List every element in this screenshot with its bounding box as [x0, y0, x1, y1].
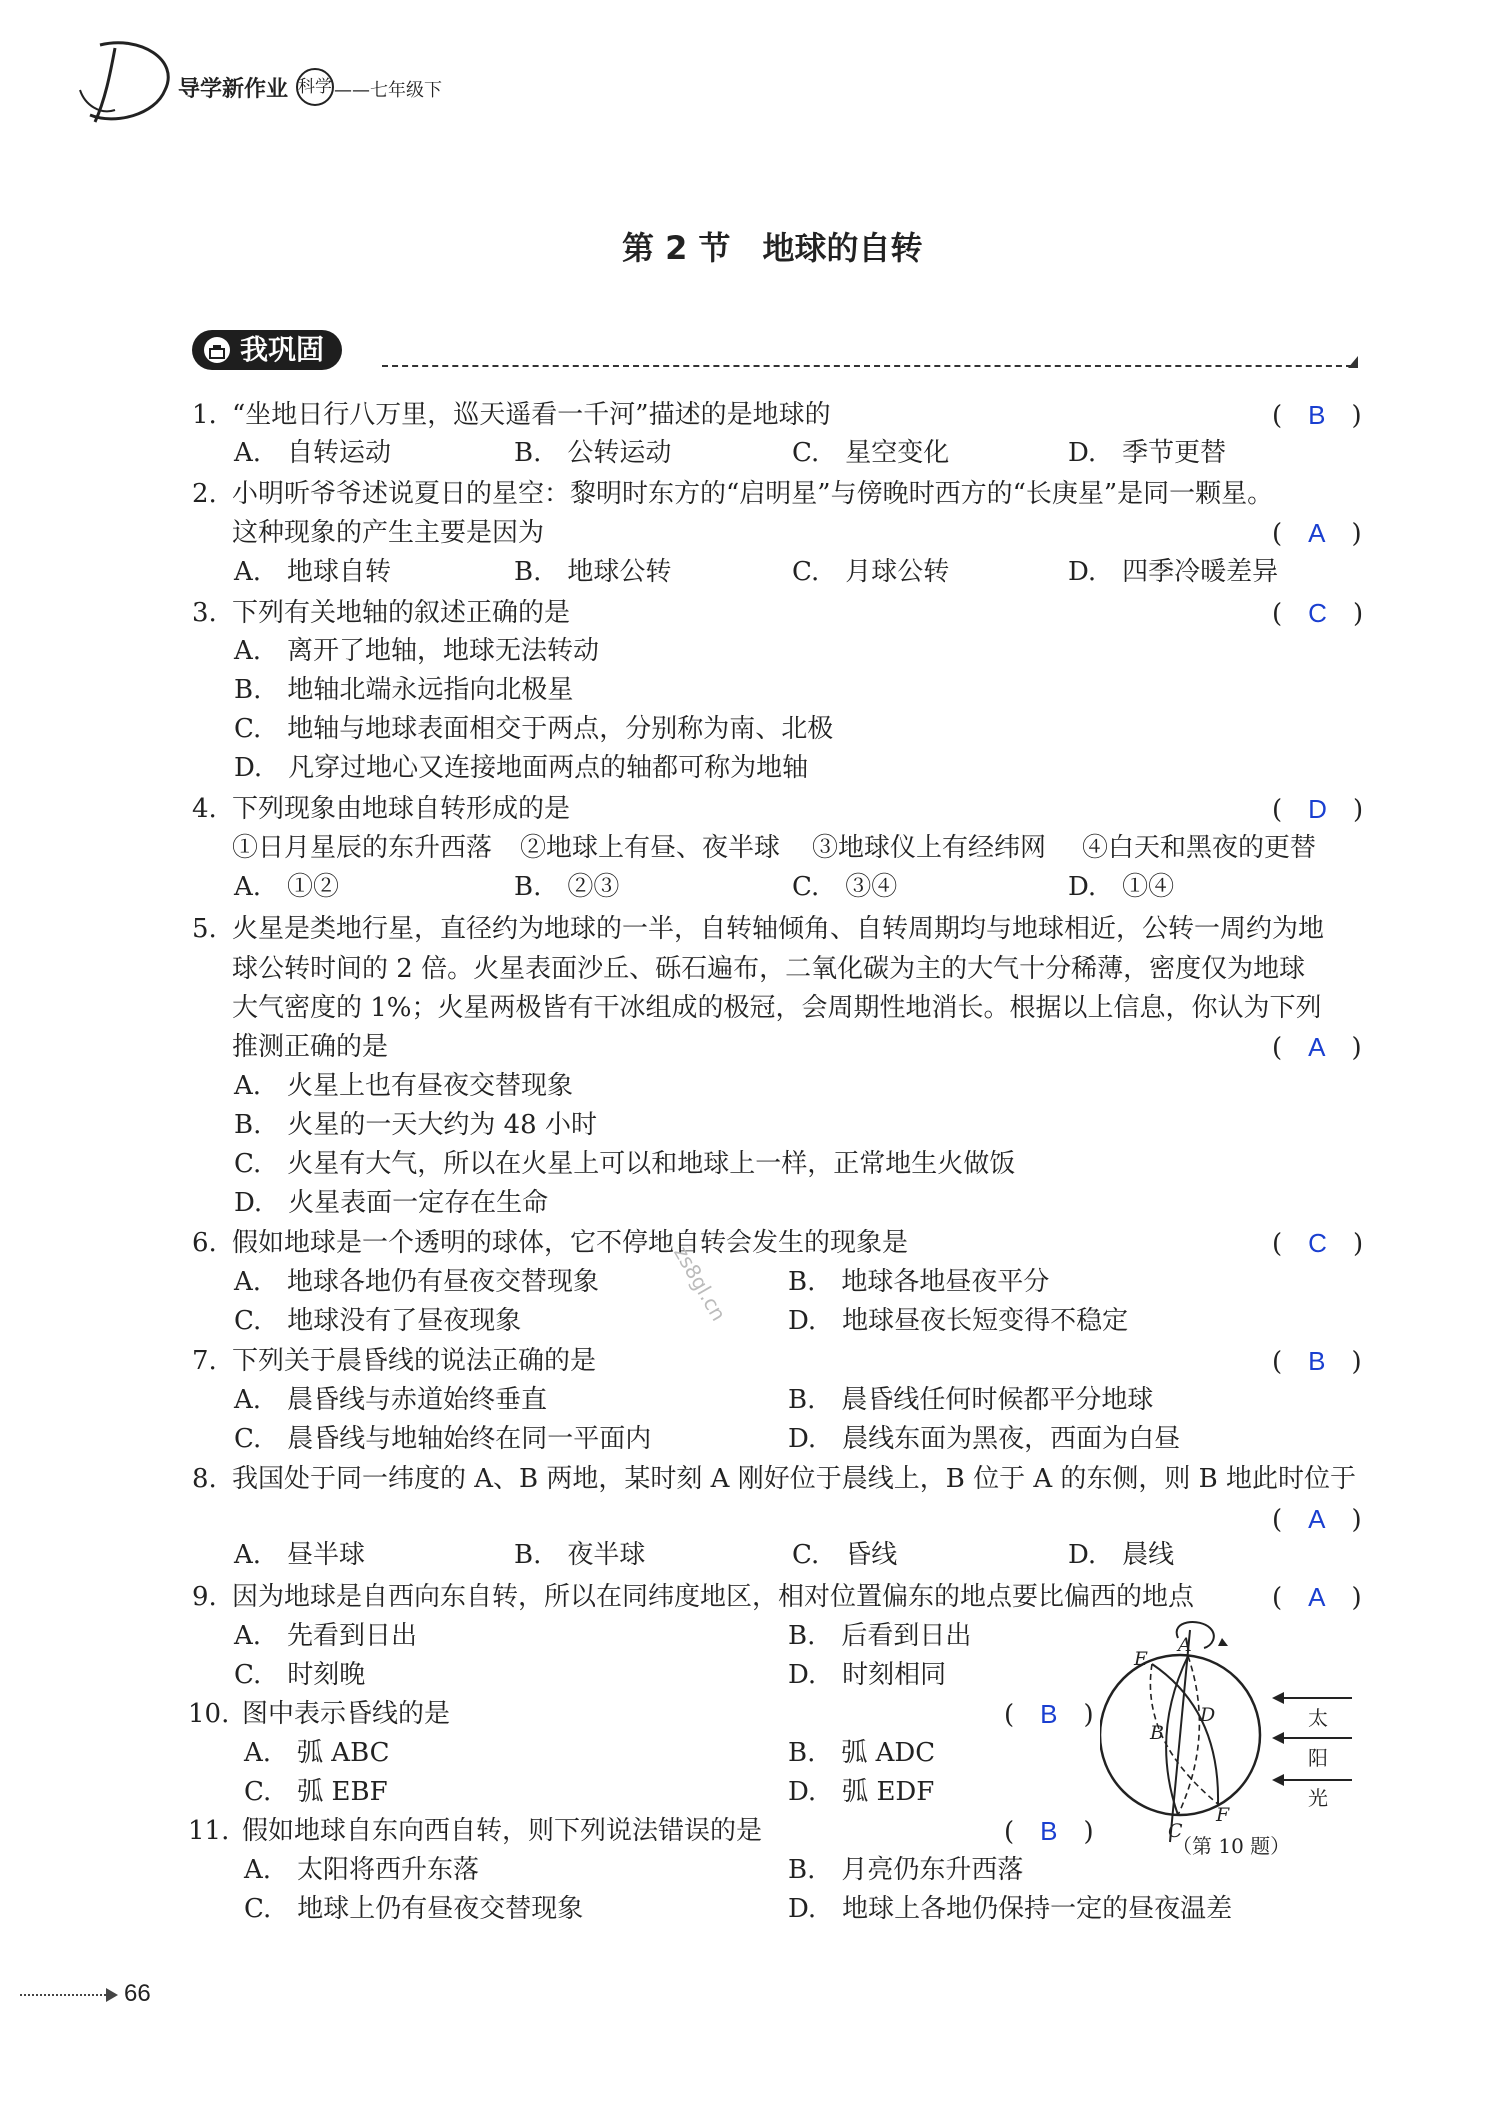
- sun-ray-1-arrow-icon: [1272, 1692, 1284, 1704]
- q10-option-b: B. 弧 ADC: [788, 1738, 936, 1768]
- q7-option-a: A. 晨昏线与赤道始终垂直: [234, 1385, 548, 1415]
- q10-option-d: D. 弧 EDF: [788, 1777, 935, 1807]
- print-icon: [204, 337, 230, 363]
- q5-option-b: B. 火星的一天大约为 48 小时: [234, 1110, 597, 1140]
- q9-answer: ( A ): [1272, 1582, 1362, 1613]
- q5-line-3: 大气密度的 1%；火星两极皆有干冰组成的极冠，会周期性地消长。根据以上信息，你认为下列: [232, 993, 1322, 1023]
- point-c-label: C: [1168, 1820, 1183, 1842]
- earth-rotation-diagram: [1100, 1620, 1360, 1850]
- q4-option-b: B. ②③: [514, 872, 620, 902]
- q9-option-d: D. 时刻相同: [788, 1660, 947, 1690]
- q11-option-c: C. 地球上仍有昼夜交替现象: [244, 1894, 584, 1924]
- section-title: 第 2 节 地球的自转: [622, 229, 923, 267]
- q4-item-2: ②地球上有昼、夜半球: [520, 833, 781, 863]
- q1-option-c: C. 星空变化: [792, 438, 950, 468]
- q6-option-d: D. 地球昼夜长短变得不稳定: [788, 1306, 1129, 1336]
- footer-dotted-line: [20, 1994, 110, 1996]
- point-b-label: B: [1150, 1722, 1164, 1744]
- q10-option-a: A. 弧 ABC: [244, 1738, 390, 1768]
- sun-text-3: 光: [1308, 1786, 1328, 1810]
- q10-number: 10.: [188, 1699, 230, 1729]
- q5-line-1: 火星是类地行星，直径约为地球的一半，自转轴倾角、自转周期均与地球相近，公转一周约为地: [232, 914, 1325, 944]
- q9-option-b: B. 后看到日出: [788, 1621, 972, 1651]
- q4-stem: 下列现象由地球自转形成的是: [232, 794, 571, 824]
- earth-axis: [1170, 1630, 1190, 1842]
- point-e-label: E: [1134, 1648, 1148, 1670]
- q1-answer: ( B ): [1272, 400, 1362, 431]
- q2-answer: ( A ): [1272, 518, 1362, 549]
- page-number: 66: [124, 1980, 151, 2007]
- q11-answer: ( B ): [1004, 1816, 1094, 1847]
- q11-option-d: D. 地球上各地仍保持一定的昼夜温差: [788, 1894, 1233, 1924]
- sun-text-2: 阳: [1308, 1746, 1328, 1770]
- q4-item-4: ④白天和黑夜的更替: [1082, 833, 1317, 863]
- q1-option-b: B. 公转运动: [514, 438, 672, 468]
- header-title: 导学新作业: [178, 77, 289, 102]
- figure-caption: （第 10 题）: [1172, 1834, 1291, 1858]
- q4-item-3: ③地球仪上有经纬网: [812, 833, 1047, 863]
- q5-number: 5.: [192, 914, 217, 944]
- q10-stem: 图中表示昏线的是: [242, 1699, 451, 1729]
- q9-option-a: A. 先看到日出: [234, 1621, 418, 1651]
- q5-option-c: C. 火星有大气，所以在火星上可以和地球上一样，正常地生火做饭: [234, 1149, 1016, 1179]
- sun-text-1: 太: [1308, 1706, 1328, 1730]
- q2-stem-line2: 这种现象的产生主要是因为: [232, 518, 545, 548]
- header-subject: 科学: [296, 68, 334, 106]
- q1-option-d: D. 季节更替: [1068, 438, 1227, 468]
- q4-option-a: A. ①②: [234, 872, 340, 902]
- q4-answer: ( D ): [1272, 794, 1364, 825]
- q11-stem: 假如地球自东向西自转，则下列说法错误的是: [242, 1816, 763, 1846]
- q2-option-d: D. 四季冷暖差异: [1068, 557, 1279, 587]
- q8-option-a: A. 昼半球: [234, 1540, 366, 1570]
- sun-ray-3-arrow-icon: [1272, 1774, 1284, 1786]
- q3-answer: ( C ): [1272, 598, 1364, 629]
- q8-answer: ( A ): [1272, 1504, 1362, 1535]
- q3-stem: 下列有关地轴的叙述正确的是: [232, 598, 571, 628]
- q9-option-c: C. 时刻晚: [234, 1660, 366, 1690]
- q10-option-c: C. 弧 EBF: [244, 1777, 388, 1807]
- q3-number: 3.: [192, 598, 217, 628]
- q8-number: 8.: [192, 1464, 217, 1494]
- section-badge: [192, 330, 342, 370]
- q3-option-c: C. 地轴与地球表面相交于两点，分别称为南、北极: [234, 714, 834, 744]
- q4-number: 4.: [192, 794, 217, 824]
- q2-option-c: C. 月球公转: [792, 557, 950, 587]
- q8-option-b: B. 夜半球: [514, 1540, 646, 1570]
- q6-answer: ( C ): [1272, 1228, 1364, 1259]
- q2-option-a: A. 地球自转: [234, 557, 392, 587]
- q4-item-1: ①日月星辰的东升西落: [232, 833, 493, 863]
- q9-number: 9.: [192, 1582, 217, 1612]
- q8-option-c: C. 昏线: [792, 1540, 898, 1570]
- q4-option-c: C. ③④: [792, 872, 898, 902]
- q7-option-b: B. 晨昏线任何时候都平分地球: [788, 1385, 1154, 1415]
- q6-number: 6.: [192, 1228, 217, 1258]
- badge-label: 我巩固: [240, 333, 325, 366]
- header-logo: [70, 30, 190, 130]
- q6-option-b: B. 地球各地昼夜平分: [788, 1267, 1050, 1297]
- point-f-label: F: [1216, 1804, 1230, 1826]
- point-d-label: D: [1200, 1704, 1216, 1726]
- q3-option-b: B. 地轴北端永远指向北极星: [234, 675, 574, 705]
- q6-option-c: C. 地球没有了昼夜现象: [234, 1306, 522, 1336]
- q7-answer: ( B ): [1272, 1346, 1362, 1377]
- q1-stem: “坐地日行八万里，巡天遥看一千河”描述的是地球的: [232, 400, 831, 430]
- q7-stem: 下列关于晨昏线的说法正确的是: [232, 1346, 597, 1376]
- q7-option-d: D. 晨线东面为黑夜，西面为白昼: [788, 1424, 1181, 1454]
- q7-number: 7.: [192, 1346, 217, 1376]
- header-grade: ——七年级下: [334, 80, 442, 101]
- q11-number: 11.: [188, 1816, 230, 1846]
- q7-option-c: C. 晨昏线与地轴始终在同一平面内: [234, 1424, 652, 1454]
- q8-option-d: D. 晨线: [1068, 1540, 1175, 1570]
- q2-option-b: B. 地球公转: [514, 557, 672, 587]
- q5-line-2: 球公转时间的 2 倍。火星表面沙丘、砾石遍布，二氧化碳为主的大气十分稀薄，密度仅为地球: [232, 954, 1306, 984]
- q9-stem: 因为地球是自西向东自转，所以在同纬度地区，相对位置偏东的地点要比偏西的地点: [232, 1582, 1195, 1612]
- q5-option-d: D. 火星表面一定存在生命: [234, 1188, 549, 1218]
- rotation-arrowhead-icon: [1218, 1638, 1228, 1646]
- q5-answer: ( A ): [1272, 1032, 1362, 1063]
- point-a-label: A: [1178, 1634, 1192, 1656]
- q2-number: 2.: [192, 479, 217, 509]
- section-divider: [382, 365, 1352, 367]
- sun-ray-2-arrow-icon: [1272, 1732, 1284, 1744]
- q1-number: 1.: [192, 400, 217, 430]
- q2-stem: 小明听爷爷述说夏日的星空：黎明时东方的“启明星”与傍晚时西方的“长庚星”是同一颗星。: [232, 479, 1274, 509]
- q1-option-a: A. 自转运动: [234, 438, 392, 468]
- logo-d-icon: [70, 30, 190, 130]
- q6-stem: 假如地球是一个透明的球体，它不停地自转会发生的现象是: [232, 1228, 909, 1258]
- q5-line-4: 推测正确的是: [232, 1032, 389, 1062]
- q5-option-a: A. 火星上也有昼夜交替现象: [234, 1071, 574, 1101]
- q3-option-a: A. 离开了地轴，地球无法转动: [234, 636, 600, 666]
- q3-option-d: D. 凡穿过地心又连接地面两点的轴都可称为地轴: [234, 753, 809, 783]
- q10-answer: ( B ): [1004, 1699, 1094, 1730]
- q6-option-a: A. 地球各地仍有昼夜交替现象: [234, 1267, 600, 1297]
- footer-arrow-icon: [106, 1988, 118, 2002]
- q11-option-b: B. 月亮仍东升西落: [788, 1855, 1024, 1885]
- q4-option-d: D. ①④: [1068, 872, 1175, 902]
- watermark: zs8gl.cn: [669, 1242, 731, 1325]
- q11-option-a: A. 太阳将西升东落: [244, 1855, 480, 1885]
- divider-corner-icon: [1348, 356, 1358, 368]
- q8-stem: 我国处于同一纬度的 A、B 两地，某时刻 A 刚好位于晨线上，B 位于 A 的东侧，则 B 地此时位于: [232, 1464, 1357, 1494]
- arc-adc: [1178, 1656, 1199, 1815]
